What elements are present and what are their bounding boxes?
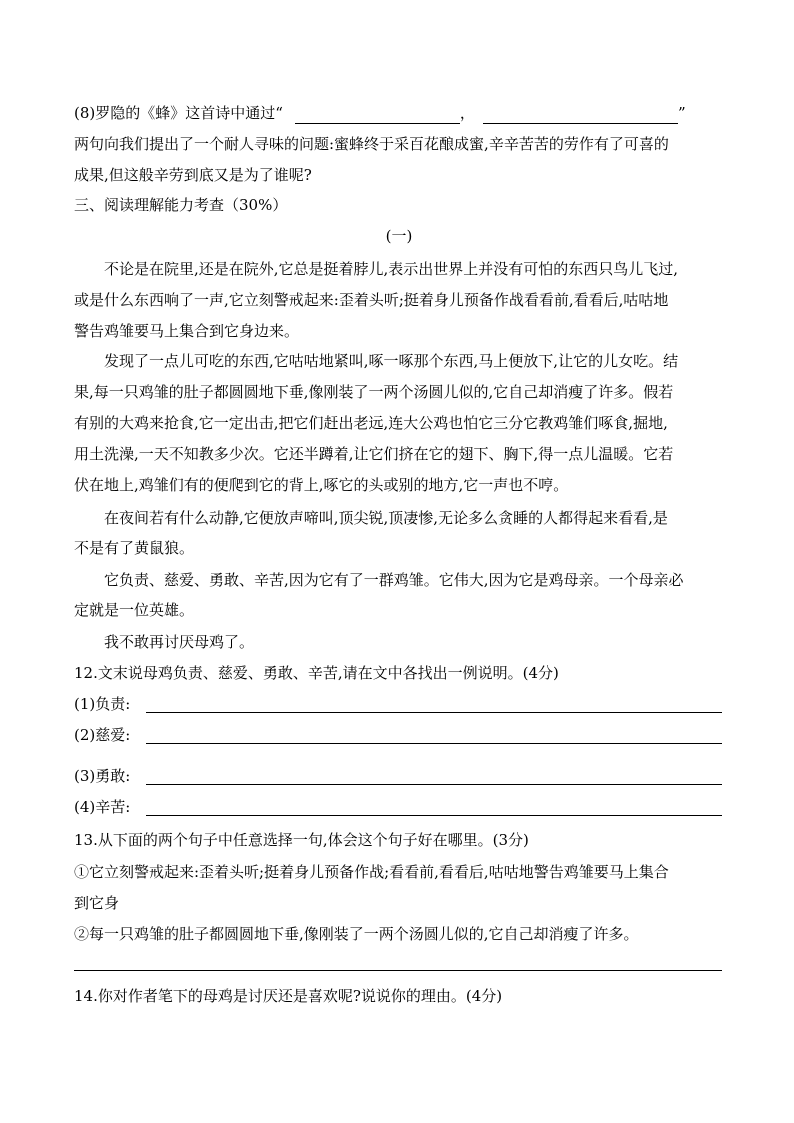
q8-blank-2[interactable] <box>483 107 678 124</box>
passage-line: 用土洗澡,一天不知教多少次。它还半蹲着,让它们挤在它的翅下、胸下,得一点儿温暖。它若 <box>74 445 674 463</box>
q12-answer-line-1[interactable] <box>146 712 722 713</box>
passage-line: 在夜间若有什么动静,它便放声啼叫,顶尖锐,顶凄惨,无论多么贪睡的人都得起来看看,是 <box>104 509 668 527</box>
q12-answer-row <box>74 796 722 818</box>
passage-line: 警告鸡雏要马上集合到它身边来。 <box>74 322 300 340</box>
q12-answer-line-2[interactable] <box>146 743 722 744</box>
q12-label-2: (2)慈爱: <box>74 726 131 744</box>
passage-line: 我不敢再讨厌母鸡了。 <box>104 633 255 651</box>
passage-line: 定就是一位英雄。 <box>74 601 195 619</box>
q12-answer-row <box>74 693 722 715</box>
q12-label-4: (4)辛苦: <box>74 798 131 816</box>
q12-label-3: (3)勇敢: <box>74 767 131 785</box>
passage-line: 有别的大鸡来抢食,它一定出击,把它们赶出老远,连大公鸡也怕它三分它教鸡雏们啄食,掘地, <box>74 414 668 432</box>
q14-stem: 14.你对作者笔下的母鸡是讨厌还是喜欢呢?说说你的理由。(4分) <box>74 987 503 1005</box>
section-title: 三、阅读理解能力考查（30%） <box>74 196 288 214</box>
passage-heading: (一) <box>385 227 413 245</box>
q8-line1 <box>74 102 724 124</box>
passage-line: 它负责、慈爱、勇敢、辛苦,因为它有了一群鸡雏。它伟大,因为它是鸡母亲。一个母亲必 <box>104 571 684 589</box>
q12-answer-line-4[interactable] <box>146 815 722 816</box>
passage-line: 伏在地上,鸡雏们有的便爬到它的背上,啄它的头或别的地方,它一声也不哼。 <box>74 476 569 494</box>
q8-line3: 成果,但这般辛劳到底又是为了谁呢? <box>74 166 312 184</box>
passage-line: 不论是在院里,还是在院外,它总是挺着脖儿,表示出世界上并没有可怕的东西只鸟儿飞过, <box>104 260 679 278</box>
q12-stem: 12.文末说母鸡负责、慈爱、勇敢、辛苦,请在文中各找出一例说明。(4分) <box>74 664 559 682</box>
passage-line: 不是有了黄鼠狼。 <box>74 539 195 557</box>
q13-sentence-2: ②每一只鸡雏的肚子都圆圆地下垂,像刚装了一两个汤圆儿似的,它自己却消瘦了许多。 <box>74 925 639 943</box>
q8-prefix: (8)罗隐的《蜂》这首诗中通过“ <box>74 104 283 122</box>
q8-suffix: ” <box>677 104 686 122</box>
q12-label-1: (1)负责: <box>74 695 131 713</box>
q13-sentence-1-line2: 到它身 <box>74 894 120 912</box>
q8-comma: ， <box>459 104 475 122</box>
passage-line: 或是什么东西响了一声,它立刻警戒起来:歪着头听;挺着身儿预备作战看看前,看看后,咕咕地 <box>74 291 669 309</box>
q13-sentence-1-line1: ①它立刻警戒起来:歪着头听;挺着身儿预备作战;看看前,看看后,咕咕地警告鸡雏要马上集合 <box>74 863 669 881</box>
q12-answer-row <box>74 765 722 787</box>
q8-blank-1[interactable] <box>295 107 460 124</box>
q12-answer-line-3[interactable] <box>146 784 722 785</box>
passage-line: 果,每一只鸡雏的肚子都圆圆地下垂,像刚装了一两个汤圆儿似的,它自己却消瘦了许多。假若 <box>74 383 674 401</box>
q13-stem: 13.从下面的两个句子中任意选择一句,体会这个句子好在哪里。(3分) <box>74 831 529 849</box>
q8-line2: 两句向我们提出了一个耐人寻味的问题:蜜蜂终于采百花酿成蜜,辛辛苦苦的劳作有了可喜的 <box>74 135 669 153</box>
q13-answer-line[interactable] <box>74 970 722 971</box>
q12-answer-row <box>74 724 722 746</box>
passage-line: 发现了一点儿可吃的东西,它咕咕地紧叫,啄一啄那个东西,马上便放下,让它的儿女吃。结 <box>104 352 679 370</box>
